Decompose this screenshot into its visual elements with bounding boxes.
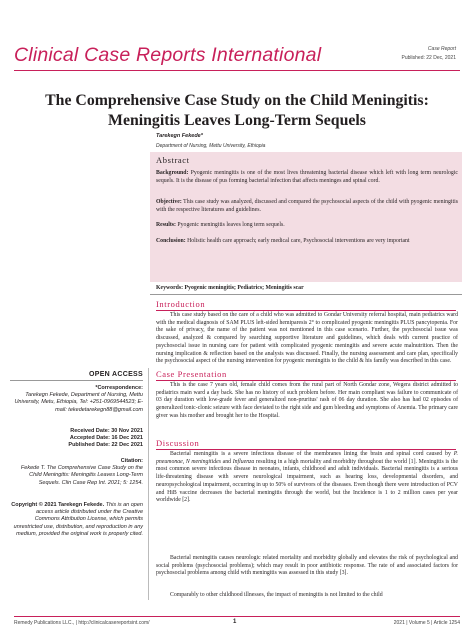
abstract-background bbox=[156, 170, 458, 185]
keywords-text: Pyogenic meningitis; Pediatrics; Meningitis scar bbox=[184, 285, 304, 291]
conclusion-label: Conclusion: bbox=[156, 238, 186, 244]
abstract-objective bbox=[156, 199, 458, 214]
discussion-text-a: Bacterial meningitis is a severe infectious disease of the membranes lining the brain and spinal cord caused by bbox=[170, 451, 454, 457]
discussion-paragraph-3: Comparably to other childhood illnesses, the impact of meningitis is not limited to the child bbox=[170, 592, 383, 598]
article-type: Case Report bbox=[427, 46, 456, 52]
received-date: Received Date: 30 Nov 2021 bbox=[70, 428, 143, 434]
discussion-paragraph-1 bbox=[156, 451, 458, 505]
keywords bbox=[156, 285, 304, 291]
citation-block bbox=[10, 458, 143, 487]
keywords-label: Keywords: bbox=[156, 285, 184, 291]
case-presentation-heading: Case Presentation bbox=[156, 369, 227, 379]
background-text: Pyogenic meningitis is one of the most lives threatening bacterial disease which left with long term neurologic sequels. It is the disease of pus forming bacterial infection that affects meninges and spinal cord. bbox=[156, 170, 458, 184]
correspondence-text: Tarekegn Fekede, Department of Nursing, Mettu University, Metu, Ethiopia, Tel: +251-0969544523; E-mail: tekedetarekegn88@gmail.com bbox=[14, 392, 143, 413]
copyright-block bbox=[10, 502, 143, 538]
accepted-date: Accepted Date: 16 Dec 2021 bbox=[69, 435, 143, 442]
pathogen-influenza: Influenza bbox=[232, 458, 255, 465]
published-date-header: Published: 22 Dec, 2021 bbox=[401, 55, 456, 61]
introduction-heading: Introduction bbox=[156, 299, 206, 309]
open-access-heading: OPEN ACCESS bbox=[89, 371, 143, 378]
discussion-text-b: and bbox=[220, 458, 233, 465]
copyright-text: This is an open access article distributed under the Creative Commons Attribution License, which permits unrestricted use, distribution, and reproduction in any medium, provided the original work is properly cited. bbox=[13, 502, 143, 537]
discussion-text-c: resulting in a high mortality and morbidity throughout the world [1]. Meningitis is the most common severe infectious disease in neonates, infants, childhood and adult individuals. Bacterial meningitis is a serious life-threatening disease with severe neurological impairment, such as hearing loss, developmental disorders, and neuropsychological impairment, occurring in up to 50% of survivors of the diseases. Even though there were introduction of PCV and HiB vaccine decreases the bacterial meningitis through the world, but the Incidence is 1 to 2 million cases per year worldwide [2]. bbox=[156, 458, 458, 504]
author-name: Tarekegn Fekede* bbox=[156, 133, 203, 139]
header-rule bbox=[14, 70, 460, 71]
case-presentation-text: This is the case 7 years old, female child comes from the rural part of North Gondar zone, Wegera district admitted to pediatrics main ward a day back. She has no history of such problem before. Her main compliant was failure to communicate of 03 day duration with low-grade fever and generalized non-pruritus' rash of 06 day duration. She also has had 02 episodes of generalized tonic-clonic seizure with face deviated to the right side and gum bleeding and symptoms of Anemia. The primary care giver was his mother and brought her to the Hospital. bbox=[156, 382, 458, 419]
author-affiliation: Department of Nursing, Mettu University, Ethiopia bbox=[156, 143, 266, 149]
keywords-rule bbox=[150, 294, 462, 295]
background-label: Background: bbox=[156, 170, 189, 176]
column-divider bbox=[148, 368, 149, 600]
published-date: Published Date: 22 Dec 2021 bbox=[68, 442, 143, 449]
citation-label: Citation: bbox=[120, 458, 143, 464]
abstract-results bbox=[156, 222, 458, 230]
volume-footer: 2021 | Volume 5 | Article 1254 bbox=[393, 620, 460, 626]
correspondence-block bbox=[10, 385, 143, 414]
journal-title: Clinical Case Reports International bbox=[14, 44, 322, 66]
open-access-rule bbox=[10, 380, 143, 381]
citation-text: Fekede T. The Comprehensive Case Study on the Child Meningitis: Meningitis Leaves Long-Term Sequels. Clin Case Rep Int. 2021; 5: 1254. bbox=[20, 465, 143, 486]
discussion-rule bbox=[156, 449, 456, 450]
copyright-label: Copyright © 2021 Tarekegn Fekede. bbox=[11, 502, 105, 508]
publisher-footer: Remedy Publications LLC., | http://clinicalcasereportsint.com/ bbox=[14, 620, 150, 626]
footer-rule bbox=[14, 616, 460, 617]
objective-label: Objective: bbox=[156, 199, 182, 205]
results-label: Results: bbox=[156, 222, 176, 228]
discussion-heading: Discussion bbox=[156, 438, 200, 448]
results-text: Pyogenic meningitis leaves long term sequels. bbox=[177, 222, 285, 228]
conclusion-text: Holistic health care approach; early medical care, Psychosocial interventions are very important bbox=[187, 238, 410, 244]
page-number: 1 bbox=[233, 619, 237, 625]
article-title: The Comprehensive Case Study on the Child Meningitis: Meningitis Leaves Long-Term Sequels bbox=[45, 92, 429, 129]
discussion-paragraph-2: Bacterial meningitis causes neurologic related mortality and morbidity globally and elevates the risk of psychological and social problems (psychosocial problems); which may result in poor antibiotic response. The rate of and associated factors for psychosocial problems among child with meningitis was assessed in this study [3]. bbox=[156, 555, 458, 577]
objective-text: This case study was analyzed, discussed and compared the psychosocial aspects of the child with pyogenic meningitis with the respective literatures and guidelines. bbox=[156, 199, 458, 213]
abstract-heading: Abstract bbox=[156, 155, 190, 165]
abstract-conclusion bbox=[156, 238, 458, 246]
dates-block bbox=[10, 428, 143, 450]
introduction-rule bbox=[156, 310, 456, 311]
pathogen-names: P. pneumonae, N meningitides bbox=[156, 451, 458, 465]
introduction-text: This case study based on the care of a child who was admitted to Gondar University referral hospital, main pediatrics ward with the medical diagnosis of SAM PLUS left-sided hemiparesis 2° to complicated pyogenic meningitis PLUS pancytopenia. For the sake of privacy, the name of the patient was not mentioned in this case scenario. Further, the psychosocial issue was discussed, analyzed & compared by searching supportive literature and guidelines, which deals with current practice of psychosocial issue in nursing care for patient with complicated pyogenic meningitis and severe acute malnutrition. Then the nursing implication & reflection based on the analysis was discussed. Finally, the nursing assessment and care plan, specifically the psychosocial aspect of the nursing intervention for pyogenic meningitis to the child & his family was described in this case. bbox=[156, 312, 458, 365]
correspondence-label: *Correspondence: bbox=[95, 385, 143, 391]
case-presentation-rule bbox=[156, 380, 456, 381]
